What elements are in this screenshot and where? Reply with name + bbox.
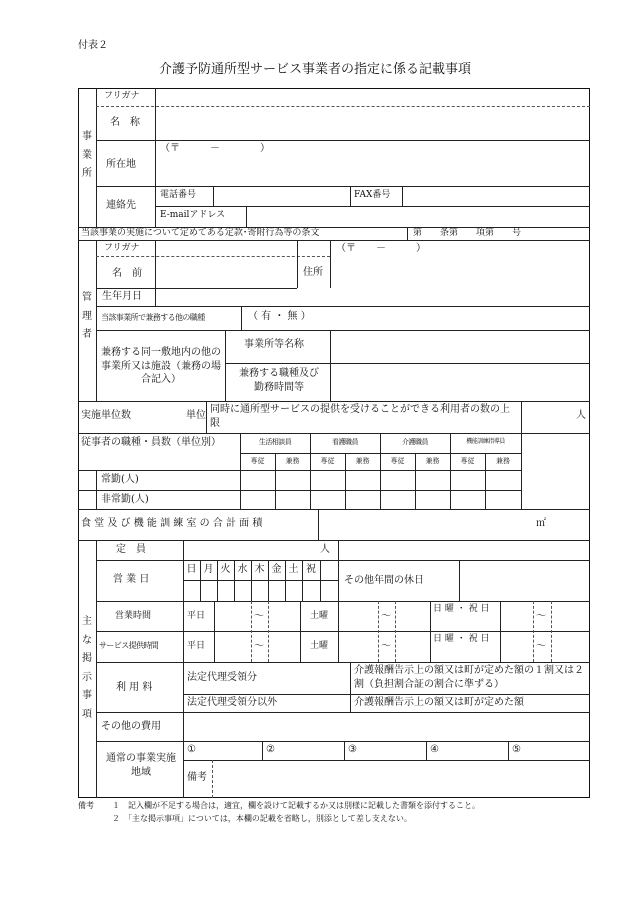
tilde-symbol: ～ bbox=[536, 641, 546, 652]
day-tue: 火 bbox=[220, 564, 231, 575]
subhead-fulltime: 専従 bbox=[390, 457, 405, 465]
office-section-label: 事 業 所 bbox=[82, 131, 92, 179]
role-caregiver: 介護職員 bbox=[402, 438, 428, 446]
fee-row-label: 法定代理受領分以外 bbox=[187, 697, 277, 708]
business-hours-label: 営業時間 bbox=[115, 611, 152, 621]
note-item: １ 記入欄が不足する場合は，適宜，欄を設けて記載するか又は別様に記載した書類を添付すること。 bbox=[112, 801, 480, 810]
office-contact-label: 連絡先 bbox=[106, 200, 136, 211]
day-thu: 木 bbox=[254, 564, 265, 575]
tilde-symbol: ～ bbox=[254, 611, 264, 622]
form-title: 介護予防通所型サービス事業者の指定に係る記載事項 bbox=[158, 62, 471, 77]
phone-label: 電話番号 bbox=[160, 190, 197, 200]
email-label: E-mailアドレス bbox=[160, 210, 226, 220]
day-sat: 土 bbox=[288, 564, 299, 575]
day-fri: 金 bbox=[271, 564, 282, 575]
subhead-fulltime: 専従 bbox=[320, 457, 335, 465]
fee-label: 利 用 料 bbox=[116, 682, 153, 693]
subhead-concurrent: 兼務 bbox=[285, 457, 300, 465]
tilde-symbol: ～ bbox=[381, 611, 391, 622]
manager-address-label: 住所 bbox=[303, 267, 323, 278]
day-wed: 水 bbox=[237, 564, 248, 575]
user-limit-label: 同時に通所型サービスの提供を受けることができる利用者の数の上限 bbox=[210, 404, 510, 429]
persons-unit: 人 bbox=[576, 410, 586, 421]
office-postal-code: （〒 － ） bbox=[160, 143, 270, 154]
articles-value: 第 条第 項第 号 bbox=[413, 228, 522, 238]
other-duty-label: 当該事業所で兼務する他の職種 bbox=[101, 313, 205, 322]
saturday-label: 土曜 bbox=[310, 611, 329, 621]
day-holiday: 祝 bbox=[306, 564, 316, 575]
unit-count-label: 実施単位数 bbox=[81, 410, 131, 421]
area-2: ② bbox=[266, 744, 275, 755]
note-item: ２ 「主な掲示事項」については，本欄の記載を省略し，別添として差し支えない。 bbox=[112, 814, 412, 823]
office-address-label: 所在地 bbox=[106, 159, 136, 170]
office-furigana-label: フリガナ bbox=[104, 91, 140, 101]
area-1: ① bbox=[187, 744, 196, 755]
fee-row-value: 介護報酬告示上の額又は町が定めた額 bbox=[354, 697, 524, 708]
other-costs-label: その他の費用 bbox=[101, 721, 161, 732]
birthdate-label: 生年月日 bbox=[102, 291, 142, 302]
subhead-concurrent: 兼務 bbox=[355, 457, 370, 465]
articles-label: 当該事業の実施について定めてある定款･寄附行為等の条文 bbox=[81, 228, 320, 238]
parttime-row-label: 非常勤(人) bbox=[101, 494, 149, 505]
role-trainer: 機能訓練指導員 bbox=[466, 438, 505, 445]
service-area-label: 通常の事業実施地域 bbox=[106, 753, 176, 778]
fax-label: FAX番号 bbox=[354, 190, 391, 200]
capacity-unit: 人 bbox=[320, 544, 330, 555]
sun-holiday-label: 日 曜 ・ 祝 日 bbox=[433, 634, 490, 644]
manager-furigana-label: フリガナ bbox=[104, 243, 140, 253]
sun-holiday-label: 日 曜 ・ 祝 日 bbox=[433, 604, 490, 614]
day-mon: 月 bbox=[203, 564, 214, 575]
role-counselor: 生活相談員 bbox=[258, 438, 292, 446]
tilde-symbol: ～ bbox=[536, 611, 546, 622]
weekday-label: 平日 bbox=[187, 611, 206, 621]
main-items-section-label: 主 な 掲 示 事 項 bbox=[82, 616, 92, 720]
staff-label: 従事者の職種・員数（単位別） bbox=[81, 437, 221, 448]
service-hours-label: サービス提供時間 bbox=[99, 641, 159, 650]
manager-section-label: 管 理 者 bbox=[82, 292, 92, 340]
capacity-label: 定 員 bbox=[116, 544, 146, 555]
other-duty-value: （ 有 ・ 無 ） bbox=[248, 311, 311, 322]
manager-postal-code: （〒 － ） bbox=[336, 243, 426, 254]
appendix-number: 付表２ bbox=[78, 40, 108, 51]
role-nurse: 看護職員 bbox=[332, 438, 358, 446]
area-4: ④ bbox=[430, 744, 439, 755]
tilde-symbol: ～ bbox=[254, 641, 264, 652]
saturday-label: 土曜 bbox=[310, 641, 329, 651]
area-5: ⑤ bbox=[512, 744, 521, 755]
subhead-fulltime: 専従 bbox=[460, 457, 475, 465]
area-unit: ㎡ bbox=[536, 518, 546, 529]
area-3: ③ bbox=[348, 744, 357, 755]
business-days-label: 営 業 日 bbox=[113, 574, 150, 585]
unit-label: 単位 bbox=[186, 410, 206, 421]
day-sun: 日 bbox=[186, 564, 197, 575]
subhead-fulltime: 専従 bbox=[250, 457, 265, 465]
concurrent-facility-label: 兼務する同一敷地内の他の事業所又は施設（兼務の場合記入） bbox=[101, 347, 221, 385]
fee-row-label: 法定代理受領分 bbox=[187, 672, 257, 683]
subhead-concurrent: 兼務 bbox=[496, 457, 510, 465]
weekday-label: 平日 bbox=[187, 641, 206, 651]
manager-name-label: 名 前 bbox=[112, 268, 142, 279]
tilde-symbol: ～ bbox=[381, 641, 391, 652]
floor-area-label: 食 堂 及 び 機 能 訓 練 室 の 合 計 面 積 bbox=[81, 518, 263, 529]
fee-row-value: 介護報酬告示上の額又は町が定めた額の１割又は２割（負担割合証の割合に準ずる） bbox=[354, 665, 584, 690]
facility-name-label: 事業所等名称 bbox=[244, 339, 304, 350]
notes-label: 備考 bbox=[78, 801, 94, 810]
subhead-concurrent: 兼務 bbox=[425, 457, 440, 465]
concurrent-role-label: 兼務する職種及び勤務時間等 bbox=[239, 368, 319, 393]
area-remarks-label: 備考 bbox=[187, 772, 207, 783]
annual-holidays-label: その他年間の休日 bbox=[344, 575, 424, 586]
fulltime-row-label: 常勤(人) bbox=[101, 474, 139, 485]
office-name-label: 名 称 bbox=[110, 117, 140, 128]
